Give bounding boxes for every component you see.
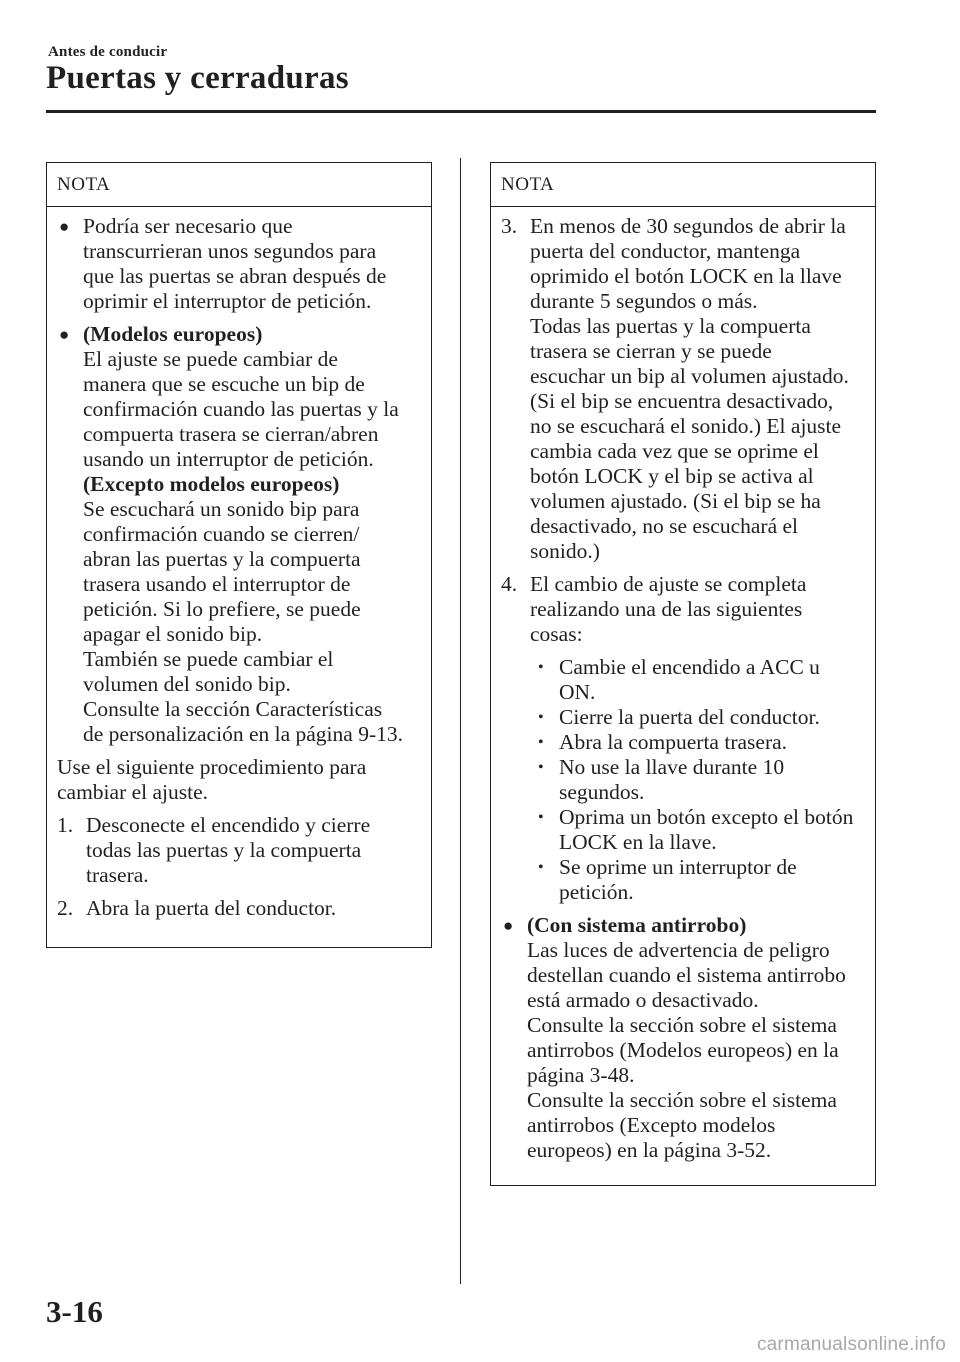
text-line: manera que se escuche un bip de bbox=[83, 372, 365, 396]
text-line: antirrobos (Excepto modelos bbox=[527, 1113, 776, 1137]
text-line: desactivado, no se escuchará el bbox=[530, 514, 799, 538]
step-number: 3. bbox=[501, 214, 518, 238]
note-heading: NOTA bbox=[491, 163, 875, 207]
column-divider bbox=[460, 158, 461, 1284]
text-line: botón LOCK y el bip se activa al bbox=[530, 464, 814, 488]
text-line: confirmación cuando se cierren/ bbox=[83, 522, 360, 546]
text-line: Consulte la sección Características bbox=[83, 697, 383, 721]
step-number: 1. bbox=[57, 813, 74, 837]
text-line: usando un interruptor de petición. bbox=[83, 447, 374, 471]
text-line: Use el siguiente procedimiento para bbox=[57, 755, 367, 779]
text-line: Las luces de advertencia de peligro bbox=[527, 938, 830, 962]
text-line: trasera. bbox=[86, 863, 149, 887]
bullet-dot-icon: ● bbox=[59, 325, 70, 344]
text-line: No use la llave durante 10 bbox=[559, 755, 785, 779]
text-line: compuerta trasera se cierran/abren bbox=[83, 422, 379, 446]
page-number: 3-16 bbox=[46, 1294, 103, 1329]
text-line: volumen ajustado. (Si el bip se ha bbox=[530, 489, 821, 513]
step-item bbox=[57, 813, 425, 888]
text-line: Todas las puertas y la compuerta bbox=[530, 314, 811, 338]
text-line: Oprima un botón excepto el botón bbox=[559, 805, 854, 829]
bullet-dot-icon: ● bbox=[59, 217, 70, 236]
sub-item bbox=[530, 655, 869, 705]
text-line: trasera usando el interruptor de bbox=[83, 572, 351, 596]
sub-bullet-icon: • bbox=[538, 659, 544, 676]
bullet-dot-icon: ● bbox=[503, 916, 514, 935]
text-line: ON. bbox=[559, 680, 596, 704]
text-line: escuchar un bip al volumen ajustado. bbox=[530, 364, 849, 388]
text-line: realizando una de las siguientes bbox=[530, 597, 803, 621]
text-line: que las puertas se abran después de bbox=[83, 264, 387, 288]
text-line: Podría ser necesario que bbox=[83, 214, 293, 238]
text-line: Se oprime un interruptor de bbox=[559, 855, 797, 879]
text-line: Cierre la puerta del conductor. bbox=[559, 705, 820, 729]
text-line: LOCK en la llave. bbox=[559, 830, 717, 854]
text-line: puerta del conductor, mantenga bbox=[530, 239, 801, 263]
note-bullet bbox=[501, 913, 869, 1163]
text-line: El cambio de ajuste se completa bbox=[530, 572, 807, 596]
text-line: segundos. bbox=[559, 780, 645, 804]
sub-item bbox=[530, 705, 869, 730]
text-line: Consulte la sección sobre el sistema bbox=[527, 1088, 837, 1112]
bullet-title: (Modelos europeos) bbox=[83, 322, 263, 346]
text-line: petición. bbox=[559, 880, 634, 904]
sub-item bbox=[530, 755, 869, 805]
note-body bbox=[47, 207, 431, 921]
text-line: Cambie el encendido a ACC u bbox=[559, 655, 820, 679]
text-line: Abra la puerta del conductor. bbox=[86, 896, 337, 920]
step-number: 4. bbox=[501, 572, 518, 596]
intro-paragraph bbox=[57, 755, 425, 805]
text-line: está armado o desactivado. bbox=[527, 988, 759, 1012]
sub-item bbox=[530, 855, 869, 905]
note-body bbox=[491, 207, 875, 1163]
text-line: Se escuchará un sonido bip para bbox=[83, 497, 360, 521]
text-line: antirrobos (Modelos europeos) en la bbox=[527, 1038, 839, 1062]
text-line: oprimir el interruptor de petición. bbox=[83, 289, 372, 313]
text-line: volumen del sonido bip. bbox=[83, 672, 291, 696]
text-line: destellan cuando el sistema antirrobo bbox=[527, 963, 846, 987]
step-item bbox=[501, 214, 869, 564]
text-line: todas las puertas y la compuerta bbox=[86, 838, 362, 862]
step-item bbox=[501, 572, 869, 905]
bullet-title: (Con sistema antirrobo) bbox=[527, 913, 747, 937]
text-line: confirmación cuando las puertas y la bbox=[83, 397, 399, 421]
text-line: cambia cada vez que se oprime el bbox=[530, 439, 819, 463]
note-heading: NOTA bbox=[47, 163, 431, 207]
sub-bullet-icon: • bbox=[538, 859, 544, 876]
sub-bullet-icon: • bbox=[538, 759, 544, 776]
text-line: abran las puertas y la compuerta bbox=[83, 547, 361, 571]
text-line: El ajuste se puede cambiar de bbox=[83, 347, 338, 371]
sub-item bbox=[530, 805, 869, 855]
sub-bullet-icon: • bbox=[538, 734, 544, 751]
text-line: En menos de 30 segundos de abrir la bbox=[530, 214, 846, 238]
section-label: Antes de conducir bbox=[48, 44, 168, 60]
step-number: 2. bbox=[57, 896, 74, 920]
note-box-left bbox=[46, 162, 432, 948]
sub-list bbox=[530, 655, 869, 905]
text-line: europeos) en la página 3-52. bbox=[527, 1138, 772, 1162]
text-line: durante 5 segundos o más. bbox=[530, 289, 758, 313]
text-line: (Si el bip se encuentra desactivado, bbox=[530, 389, 834, 413]
note-bullet bbox=[57, 214, 425, 314]
step-item bbox=[57, 896, 425, 921]
title-rule bbox=[46, 110, 876, 113]
text-line: Abra la compuerta trasera. bbox=[559, 730, 788, 754]
text-line: petición. Si lo prefiere, se puede bbox=[83, 597, 361, 621]
text-line: Consulte la sección sobre el sistema bbox=[527, 1013, 837, 1037]
text-line: sonido.) bbox=[530, 539, 600, 563]
sub-bullet-icon: • bbox=[538, 709, 544, 726]
bullet-title: (Excepto modelos europeos) bbox=[83, 472, 340, 496]
text-line: apagar el sonido bip. bbox=[83, 622, 263, 646]
text-line: cambiar el ajuste. bbox=[57, 780, 209, 804]
text-line: no se escuchará el sonido.) El ajuste bbox=[530, 414, 842, 438]
watermark: carmanualsonline.info bbox=[756, 1334, 946, 1355]
text-line: Desconecte el encendido y cierre bbox=[86, 813, 371, 837]
note-bullet bbox=[57, 322, 425, 747]
text-line: transcurrieran unos segundos para bbox=[83, 239, 377, 263]
text-line: cosas: bbox=[530, 622, 583, 646]
text-line: página 3-48. bbox=[527, 1063, 635, 1087]
text-line: trasera se cierran y se puede bbox=[530, 339, 772, 363]
text-line: oprimido el botón LOCK en la llave bbox=[530, 264, 842, 288]
sub-bullet-icon: • bbox=[538, 809, 544, 826]
page-title: Puertas y cerraduras bbox=[46, 60, 349, 96]
note-box-right bbox=[490, 162, 876, 1186]
text-line: de personalización en la página 9-13. bbox=[83, 722, 403, 746]
sub-item bbox=[530, 730, 869, 755]
text-line: También se puede cambiar el bbox=[83, 647, 334, 671]
